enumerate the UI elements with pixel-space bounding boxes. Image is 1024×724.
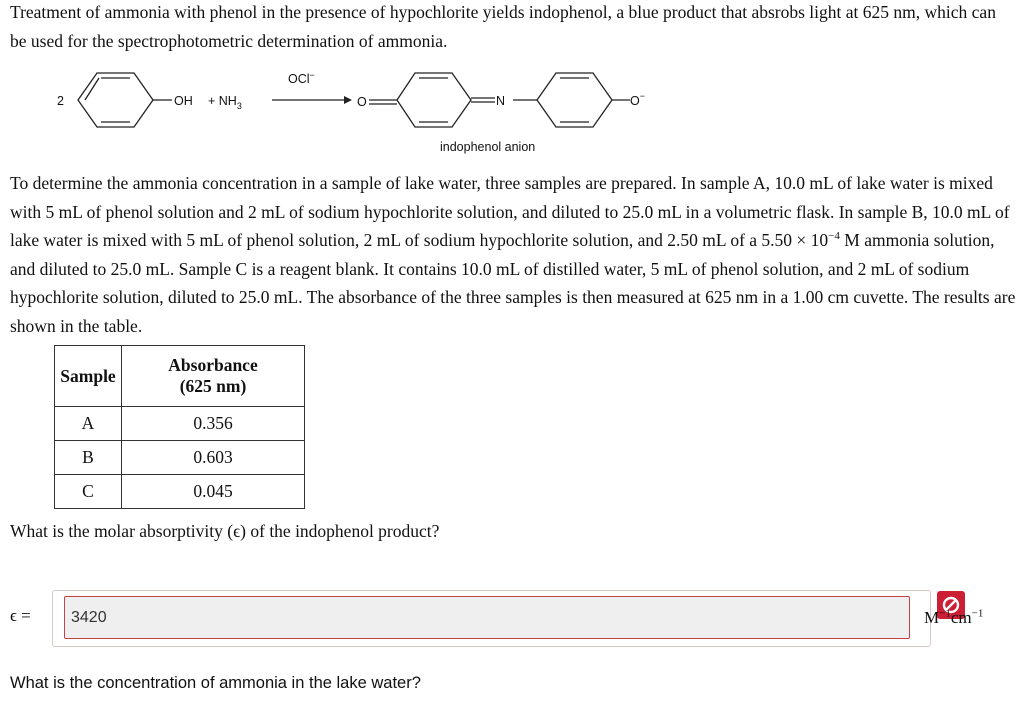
sample-cell: C — [55, 475, 122, 509]
reaction-scheme — [0, 55, 700, 165]
quinone-ring — [397, 73, 471, 127]
header-absorbance: Absorbance (625 nm) — [122, 346, 305, 407]
absorbance-table — [54, 345, 305, 509]
epsilon-label: ϵ = — [10, 606, 31, 625]
absorbance-cell: 0.045 — [122, 475, 305, 509]
question-molar-absorptivity: What is the molar absorptivity (ϵ) of the indophenol product? — [10, 521, 440, 541]
table-row — [55, 475, 305, 509]
product-oxygen: O — [357, 95, 367, 109]
product-nitrogen: N — [496, 94, 506, 108]
table-row — [55, 407, 305, 441]
table-header-row — [55, 346, 305, 407]
product-label: indophenol anion — [440, 140, 536, 154]
sample-cell: B — [55, 441, 122, 475]
reagent-hypochlorite: OCl− — [288, 70, 315, 86]
absorbance-cell: 0.356 — [122, 407, 305, 441]
sample-cell: A — [55, 407, 122, 441]
phenol-ring — [78, 73, 153, 127]
epsilon-answer-input[interactable] — [64, 596, 910, 639]
reactant-oh: OH — [174, 94, 193, 108]
header-sample: Sample — [55, 346, 122, 407]
product-oxide: O− — [630, 91, 645, 108]
units-label: $M^{-1}cm^{-1}$ — [924, 607, 984, 627]
intro-text: Treatment of ammonia with phenol in the presence of hypochlorite yields indophenol, a blue product that absrobs light at 625 nm, which can be used for the spectrophotometric determination of ammonia. — [10, 2, 996, 51]
absorbance-cell: 0.603 — [122, 441, 305, 475]
procedure-text: To determine the ammonia concentration in a sample of lake water, three samples are prepared. In sample A, 10.0 mL of lake water is mixed with 5 mL of phenol solution and 2 mL of sodium hypochlorite solution, and diluted to 25.0 mL in a volumetric flask. In sample B, 10.0 mL of lake water is mixed with 5 mL of phenol solution, 2 mL of sodium hypochlorite solution, and 2.50 mL of a $5.50 \times 10^{-4}$ M ammonia solution, and diluted to 25.0 mL. Sample C is a reagent blank. It contains 10.0 mL of distilled water, 5 mL of phenol solution, and 2 mL of sodium hypochlorite solution, diluted to 25.0 mL. The absorbance of the three samples is then measured at 625 nm in a 1.00 cm cuvette. The results are shown in the table. — [10, 173, 1016, 336]
phenolate-ring — [537, 73, 612, 127]
question-ammonia-concentration: What is the concentration of ammonia in the lake water? — [10, 674, 421, 692]
table-row — [55, 441, 305, 475]
reaction-coefficient: 2 — [57, 94, 64, 108]
reactant-ammonia: + $NH_3$ — [208, 94, 242, 111]
answer-box — [52, 590, 931, 647]
